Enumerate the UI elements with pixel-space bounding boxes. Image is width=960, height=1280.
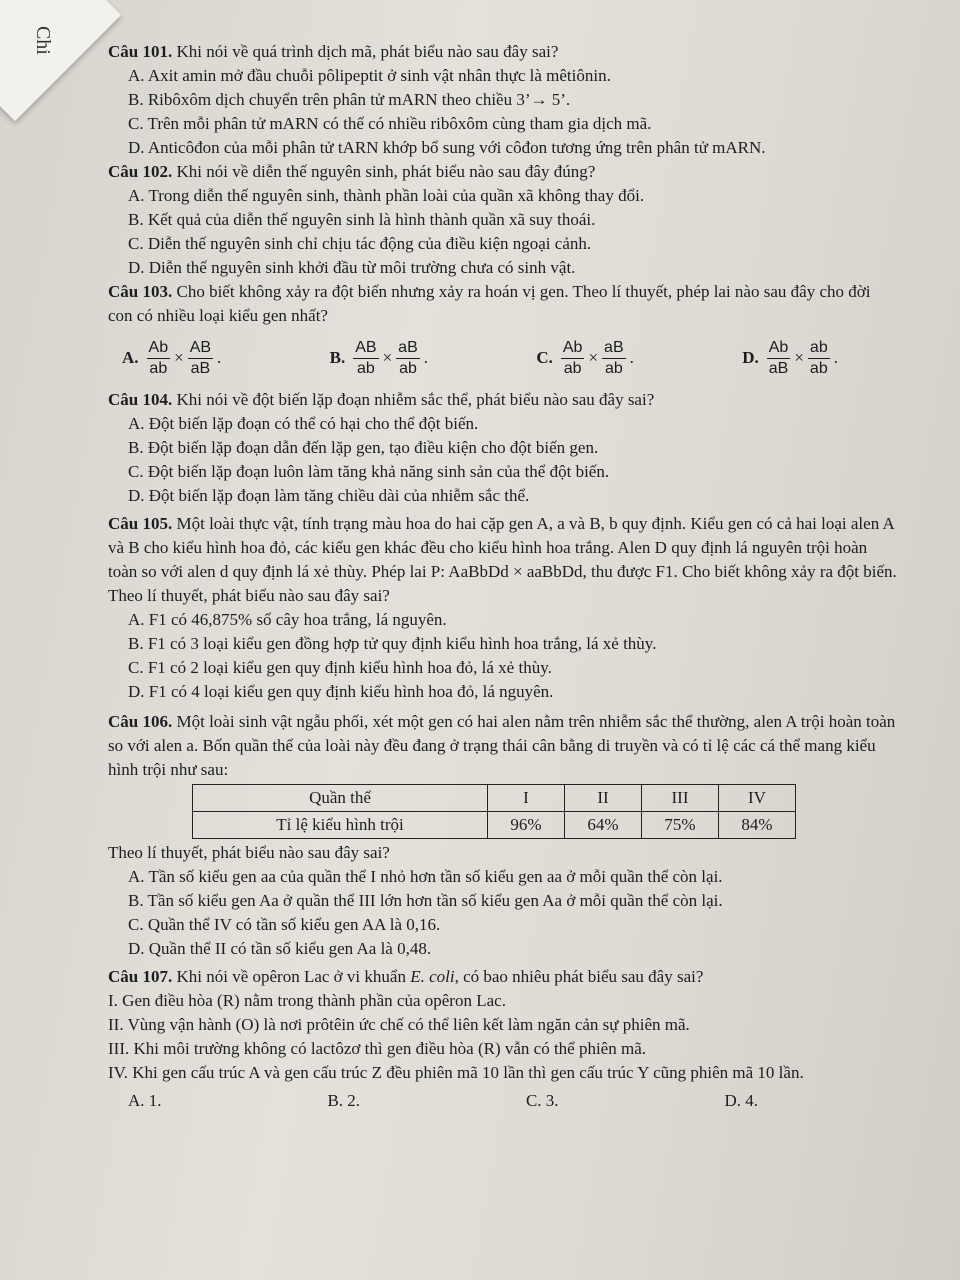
denominator: ab [563, 359, 582, 377]
question-101 [108, 40, 898, 64]
option: B. Ribôxôm dịch chuyển trên phân tử mARN theo chiều 3’→ 5’. [128, 90, 571, 109]
numerator: Ab [147, 338, 171, 359]
table-cell: 75% [642, 812, 719, 839]
folded-corner [0, 0, 121, 121]
question-text: Cho biết không xảy ra đột biến nhưng xảy ra hoán vị gen. Theo lí thuyết, phép lai nào sau đây cho đời con có nhiều loại kiểu gen nhất? [108, 282, 871, 325]
question-label: Câu 104. [108, 390, 173, 409]
option: B. F1 có 3 loại kiểu gen đồng hợp tử quy định kiểu hình hoa trắng, lá xẻ thùy. [128, 634, 657, 653]
denominator: ab [809, 359, 828, 377]
answer-option: C. 3. [525, 1091, 559, 1110]
option: C. Đột biến lặp đoạn luôn làm tăng khả năng sinh sản của thể đột biến. [128, 462, 610, 481]
question-text: Khi nói về quá trình dịch mã, phát biểu nào sau đây sai? [176, 42, 559, 61]
statement: III. Khi môi trường không có lactôzơ thì gen điều hòa (R) vẫn có thể phiên mã. [108, 1039, 646, 1058]
numerator: ab [808, 338, 830, 359]
question-italic: E. coli [410, 967, 455, 986]
denominator: ab [149, 359, 168, 377]
question-102 [108, 160, 898, 184]
denominator: ab [604, 359, 623, 377]
question-label: Câu 101. [108, 42, 173, 61]
option: B. Kết quả của diễn thế nguyên sinh là hình thành quần xã suy thoái. [128, 210, 596, 229]
genotype-fraction [561, 338, 585, 379]
table-header-row [193, 785, 796, 812]
answer-options [108, 1089, 898, 1113]
question-label: Câu 106. [108, 712, 173, 731]
genotype-fraction [353, 338, 378, 379]
question-label: Câu 102. [108, 162, 173, 181]
population-table [192, 784, 796, 839]
option: D. F1 có 4 loại kiểu gen quy định kiểu hình hoa đỏ, lá nguyên. [128, 682, 554, 701]
times-sign: × [174, 348, 184, 367]
cross-option-b: B. $\frac{AB}{ab}$ × $\frac{aB}{ab}$ . [329, 338, 428, 377]
question-label: Câu 105. [108, 514, 173, 533]
answer-option: B. 2. [327, 1091, 361, 1110]
cross-option-c: C. $\frac{Ab}{ab}$ × $\frac{aB}{ab}$ . [536, 338, 634, 377]
denominator: ab [399, 359, 417, 377]
statement: IV. Khi gen cấu trúc A và gen cấu trúc Z đều phiên mã 10 lần thì gen cấu trúc Y cũng phiên mã 10 lần. [108, 1063, 804, 1082]
statement: II. Vùng vận hành (O) là nơi prôtêin ức chế có thể liên kết làm ngăn cản sự phiên mã. [108, 1015, 690, 1034]
question-103 [108, 280, 898, 328]
genotype-fraction [188, 338, 213, 379]
question-text: Một loài sinh vật ngẫu phối, xét một gen có hai alen nằm trên nhiễm sắc thể thường, alen A trội hoàn toàn so với alen a. Bốn quần thể của loài này đều đang ở trạng thái cân bằng di truyền và có tỉ lệ các cá thể mang kiểu hình trội như sau: [108, 712, 896, 779]
numerator: aB [396, 338, 420, 359]
table-cell: 84% [719, 812, 796, 839]
option: D. Quần thể II có tần số kiểu gen Aa là 0,48. [128, 939, 432, 958]
table-cell: Quần thể [193, 785, 488, 812]
cross-option-a: A. $\frac{Ab}{ab}$ × $\frac{AB}{aB}$ . [122, 338, 222, 377]
table-cell: Tỉ lệ kiểu hình trội [193, 812, 488, 839]
table-cell: I [488, 785, 565, 812]
table-cell: 64% [565, 812, 642, 839]
option-letter: A. [122, 348, 139, 367]
table-cell: II [565, 785, 642, 812]
question-text: Khi nói về đột biến lặp đoạn nhiễm sắc thể, phát biểu nào sau đây sai? [176, 390, 655, 409]
question-107 [108, 965, 898, 989]
genotype-fraction [147, 338, 171, 379]
option-letter: D. [742, 348, 759, 367]
option: C. Diễn thế nguyên sinh chỉ chịu tác động của điều kiện ngoại cảnh. [128, 234, 592, 253]
times-sign: × [588, 348, 599, 367]
question-label: Câu 107. [108, 967, 173, 986]
option: A. Trong diễn thế nguyên sinh, thành phần loài của quần xã không thay đổi. [128, 186, 645, 205]
question-105 [108, 512, 898, 608]
statement: I. Gen điều hòa (R) nằm trong thành phần của opêron Lac. [108, 991, 506, 1010]
question-106 [108, 710, 898, 782]
genotype-fraction [808, 338, 830, 379]
option-letter: B. [329, 348, 346, 367]
numerator: AB [188, 338, 213, 359]
numerator: aB [602, 338, 626, 359]
question-text: Một loài thực vật, tính trạng màu hoa do hai cặp gen A, a và B, b quy định. Kiểu gen có cả hai loại alen A và B cho kiểu hình hoa đỏ, các kiểu gen khác đều cho kiểu hình hoa trắng. Alen D quy định lá nguyên trội hoàn toàn so với alen d quy định lá xẻ thùy. Phép lai P: AaBbDd × aaBbDd, thu được F1. Cho biết không xảy ra đột biến. Theo lí thuyết, phát biểu nào sau đây sai? [108, 514, 897, 605]
cross-options [108, 328, 898, 388]
numerator: AB [353, 338, 378, 359]
option: A. Tần số kiểu gen aa của quần thể I nhỏ hơn tần số kiểu gen aa ở mỗi quần thể còn lại. [128, 867, 723, 886]
table-row [193, 812, 796, 839]
numerator: Ab [561, 338, 585, 359]
option: A. F1 có 46,875% số cây hoa trắng, lá nguyên. [128, 610, 447, 629]
option: C. Trên mỗi phân tử mARN có thể có nhiều ribôxôm cùng tham gia dịch mã. [128, 114, 652, 133]
question-106-prompt: Theo lí thuyết, phát biểu nào sau đây sai? [108, 843, 390, 862]
option: A. Đột biến lặp đoạn có thể có hại cho thể đột biến. [128, 414, 479, 433]
question-text-end: , có bao nhiêu phát biểu sau đây sai? [454, 967, 704, 986]
denominator: aB [190, 359, 211, 377]
option-letter: C. [536, 348, 553, 367]
question-text: Khi nói về opêron Lac ở vi khuẩn [176, 967, 406, 986]
question-104 [108, 388, 898, 412]
times-sign: × [382, 348, 393, 367]
times-sign: × [794, 348, 804, 367]
option: A. Axit amin mở đầu chuỗi pôlipeptit ở sinh vật nhân thực là mêtiônin. [128, 66, 611, 85]
cross-option-d: D. $\frac{Ab}{aB}$ × $\frac{ab}{ab}$ . [742, 338, 838, 377]
answer-option: D. 4. [724, 1091, 758, 1110]
question-text: Khi nói về diễn thế nguyên sinh, phát biểu nào sau đây đúng? [176, 162, 596, 181]
table-cell: 96% [488, 812, 565, 839]
corner-text: Chi [32, 25, 55, 55]
option: B. Tần số kiểu gen Aa ở quần thể III lớn hơn tần số kiểu gen Aa ở mỗi quần thể còn lại. [128, 891, 723, 910]
option: B. Đột biến lặp đoạn dẫn đến lặp gen, tạo điều kiện cho đột biến gen. [128, 438, 599, 457]
table-cell: III [642, 785, 719, 812]
denominator: aB [768, 359, 789, 377]
option: D. Diễn thế nguyên sinh khởi đầu từ môi trường chưa có sinh vật. [128, 258, 576, 277]
genotype-fraction [602, 338, 626, 379]
numerator: Ab [767, 338, 791, 359]
denominator: ab [357, 359, 375, 377]
question-label: Câu 103. [108, 282, 173, 301]
option: C. Quần thể IV có tần số kiểu gen AA là 0,16. [128, 915, 441, 934]
answer-option: A. 1. [128, 1091, 162, 1110]
table-cell: IV [719, 785, 796, 812]
option: C. F1 có 2 loại kiểu gen quy định kiểu hình hoa đỏ, lá xẻ thùy. [128, 658, 552, 677]
option: D. Anticôđon của mỗi phân tử tARN khớp bổ sung với côđon tương ứng trên phân tử mARN. [128, 138, 766, 157]
option: D. Đột biến lặp đoạn làm tăng chiều dài của nhiễm sắc thể. [128, 486, 530, 505]
question-list [108, 40, 898, 1113]
genotype-fraction [767, 338, 791, 379]
genotype-fraction [396, 338, 420, 379]
